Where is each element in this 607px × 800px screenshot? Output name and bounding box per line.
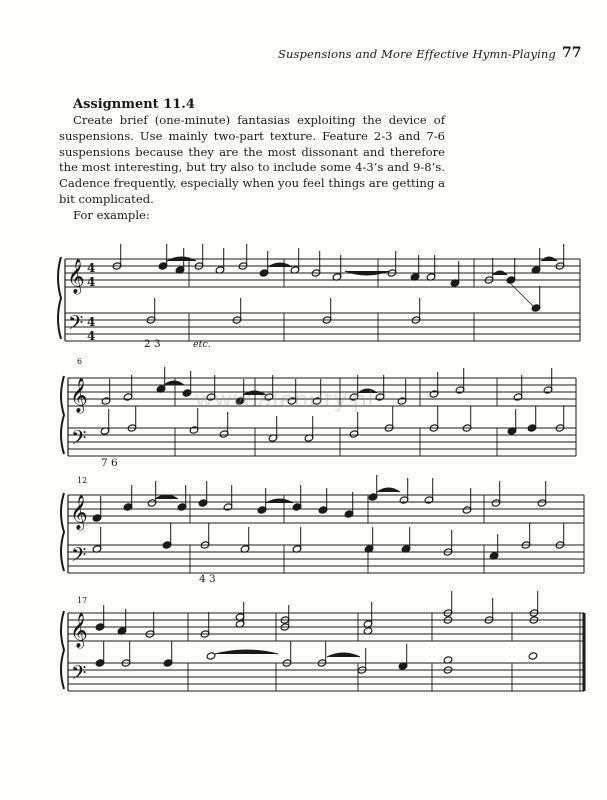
treble-clef-icon: 𝄞 bbox=[70, 613, 88, 648]
figure-4-3: 4 3 bbox=[199, 573, 216, 585]
treble-clef-icon: 𝄞 bbox=[67, 259, 85, 294]
example-intro: For example: bbox=[73, 207, 150, 222]
measure-number-6: 6 bbox=[77, 357, 83, 366]
time-signature-treble-top: 4 bbox=[87, 261, 96, 275]
brace bbox=[61, 493, 64, 571]
tie bbox=[155, 495, 178, 499]
bass-clef-icon: 𝄢 bbox=[68, 311, 84, 339]
bass-clef-icon: 𝄢 bbox=[71, 661, 87, 689]
figure-7-6: 7 6 bbox=[101, 457, 118, 469]
treble-clef-icon: 𝄞 bbox=[70, 495, 88, 530]
tie bbox=[345, 271, 389, 275]
page-number: 77 bbox=[562, 45, 582, 61]
brace bbox=[61, 376, 64, 454]
watermark: www.alenuty.pl bbox=[195, 388, 375, 413]
figure-2-3: 2 3 bbox=[144, 338, 161, 350]
tie bbox=[167, 257, 196, 261]
tie bbox=[268, 263, 292, 267]
tie bbox=[266, 499, 293, 503]
bass-note bbox=[528, 652, 538, 660]
etc-label: etc. bbox=[193, 339, 211, 350]
brace bbox=[58, 257, 61, 339]
bass-clef-icon: 𝄢 bbox=[71, 426, 87, 454]
assignment-heading: Assignment 11.4 bbox=[73, 97, 195, 112]
tie bbox=[164, 381, 184, 385]
brace bbox=[61, 611, 64, 689]
time-signature-treble-bottom: 4 bbox=[87, 275, 96, 289]
tie bbox=[541, 257, 557, 261]
tie bbox=[215, 650, 278, 654]
measure-number-12: 12 bbox=[77, 476, 88, 485]
assignment-paragraph: Create brief (one-minute) fantasias exploiting the device of suspensions. Use mainly two-part texture. Feature 2-3 and 7-6 suspensions because they are the most dissonant and therefore the most interesting, but try also to include some 4-3’s and 9-8’s. Cadence frequently, especially when you feel things are getting a bit complicated. bbox=[59, 113, 445, 206]
treble-clef-icon: 𝄞 bbox=[70, 378, 88, 413]
bass-clef-icon: 𝄢 bbox=[71, 543, 87, 571]
bass-note bbox=[206, 652, 216, 660]
tie bbox=[327, 653, 360, 657]
running-title: Suspensions and More Effective Hymn-Playing bbox=[278, 47, 556, 61]
tie bbox=[493, 271, 507, 275]
tie bbox=[377, 488, 400, 492]
measure-number-17: 17 bbox=[77, 596, 88, 605]
time-signature-bass-bottom: 4 bbox=[87, 329, 96, 343]
time-signature-bass-top: 4 bbox=[87, 315, 96, 329]
